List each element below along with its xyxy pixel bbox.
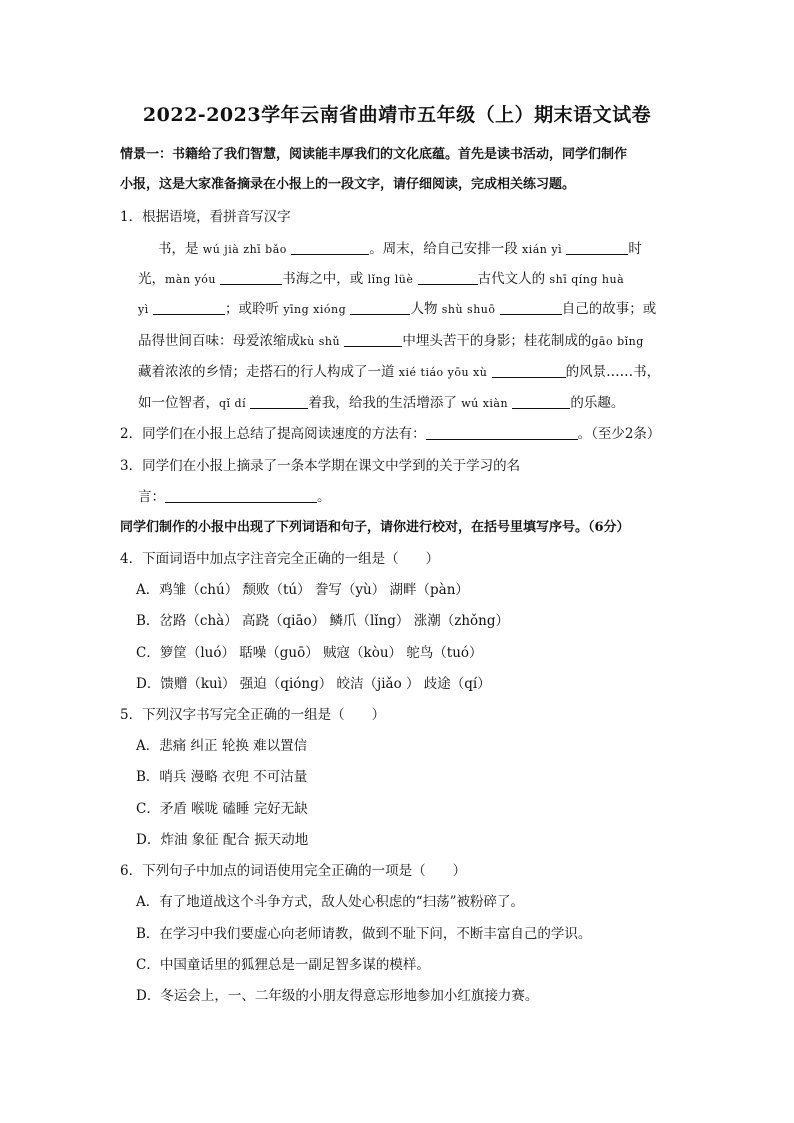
text: 。	[317, 489, 331, 505]
text: 的乐趣。	[570, 395, 625, 411]
question-6-option-b[interactable]: B．在学习中我们要虚心向老师请教，做到不耻下问，不断丰富自己的学识。	[136, 926, 592, 942]
text: 人物	[410, 301, 438, 317]
question-6-option-a[interactable]: A．有了地道战这个斗争方式，敌人处心积虑的“扫荡”被粉碎了。	[136, 894, 525, 910]
answer-blank[interactable]	[418, 270, 478, 285]
pinyin: wú jià zhī bǎo	[202, 243, 287, 256]
text: 时	[628, 241, 642, 257]
text: 古代文人的	[477, 271, 546, 287]
answer-blank[interactable]	[344, 332, 402, 347]
question-4-option-a[interactable]: A．鸡雏（chú） 颓败（tú） 誊写（yù） 湖畔（pàn）	[136, 582, 469, 598]
pinyin: wú xiàn	[461, 397, 509, 410]
scenario-1-line-1: 情景一：书籍给了我们智慧，阅读能丰厚我们的文化底蕴。首先是读书活动，同学们制作	[120, 147, 628, 162]
text: 的风景……书，	[565, 364, 661, 380]
pinyin: kù shǔ	[300, 335, 341, 348]
answer-blank[interactable]	[512, 394, 570, 409]
text: 书，是	[158, 241, 199, 257]
answer-blank[interactable]	[250, 394, 308, 409]
question-4-option-d[interactable]: D．馈赠（kuì） 强迫（qióng） 皎洁（jiǎo ） 歧途（qí）	[136, 676, 491, 692]
text: ；或聆听	[225, 301, 280, 317]
text: 如一位智者，	[138, 395, 219, 411]
pinyin: lǐng lüè	[367, 273, 414, 286]
text: 。（至少2条）	[577, 426, 661, 442]
question-3-line-2	[138, 487, 331, 507]
question-5-option-c[interactable]: C．矛盾 喉咙 磕睡 完好无缺	[136, 801, 308, 817]
exam-title: 2022-2023学年云南省曲靖市五年级（上）期末语文试卷	[142, 104, 652, 126]
text: 3．同学们在小报上摘录了一条本学期在课文中学到的关于学习的名	[120, 458, 521, 474]
text: 中埋头苦干的身影；桂花制成的	[402, 333, 592, 349]
question-1-line-3	[138, 299, 656, 320]
pinyin: gāo bǐng	[591, 335, 644, 348]
question-1-line-1	[158, 239, 642, 260]
question-6-stem: 6．下列句子中加点的词语使用完全正确的一项是（ ）	[120, 863, 467, 879]
question-5-option-d[interactable]: D．炸油 象征 配合 振天动地	[136, 832, 309, 848]
text: 书海之中，或	[282, 271, 364, 287]
scenario-2: 同学们制作的小报中出现了下列词语和句子，请你进行校对，在括号里填写序号。（6分）	[120, 520, 630, 535]
answer-blank[interactable]	[426, 425, 578, 440]
pinyin: shī qíng huà	[549, 273, 625, 286]
question-1-line-5	[138, 362, 660, 383]
text: 品得世间百味：母爱浓缩成	[138, 333, 300, 349]
question-1-line-2	[138, 269, 624, 290]
question-1-stem: 1．根据语境，看拼音写汉字	[120, 209, 291, 225]
pinyin: yīng xióng	[283, 303, 347, 316]
text: 藏着浓浓的乡情；走搭石的行人构成了一道	[138, 364, 395, 380]
answer-blank[interactable]	[500, 300, 562, 315]
answer-blank[interactable]	[165, 488, 317, 503]
scenario-1-line-2: 小报，这是大家准备摘录在小报上的一段文字，请仔细阅读，完成相关练习题。	[120, 177, 576, 192]
answer-blank[interactable]	[350, 300, 410, 315]
question-4-stem: 4．下面词语中加点字注音完全正确的一组是（ ）	[120, 551, 440, 567]
text: 着我，给我的生活增添了	[308, 395, 457, 411]
question-5-option-a[interactable]: A．悲痛 纠正 轮换 难以置信	[136, 738, 308, 754]
answer-blank[interactable]	[492, 363, 566, 378]
question-6-option-c[interactable]: C．中国童话里的狐狸总是一副足智多谋的模样。	[136, 957, 430, 973]
pinyin: xián yì	[522, 243, 563, 256]
pinyin: shù shuō	[441, 303, 496, 316]
pinyin: yì	[138, 303, 149, 316]
question-4-option-b[interactable]: B．岔路（chà） 高跷（qiāo） 鳞爪（lǐng） 涨潮（zhǒng）	[136, 613, 509, 629]
answer-blank[interactable]	[291, 240, 369, 255]
question-2	[120, 424, 660, 444]
question-4-option-c[interactable]: C．箩筐（luó） 聒噪（guō） 贼寇（kòu） 鸵鸟（tuó）	[136, 645, 483, 661]
question-1-line-4	[138, 331, 644, 352]
question-1-line-6	[138, 393, 624, 414]
question-5-option-b[interactable]: B．哨兵 漫略 衣兜 不可沽量	[136, 769, 308, 785]
answer-blank[interactable]	[153, 300, 225, 315]
question-6-option-d[interactable]: D．冬运会上，一、二年级的小朋友得意忘形地参加小红旗接力赛。	[136, 988, 539, 1004]
answer-blank[interactable]	[220, 270, 282, 285]
text: 。周末，给自己安排一段	[369, 241, 518, 257]
question-3-line-1	[120, 456, 676, 476]
text: 言：	[138, 489, 165, 505]
question-5-stem: 5．下列汉字书写完全正确的一组是（ ）	[120, 707, 386, 723]
answer-blank[interactable]	[566, 240, 628, 255]
pinyin: màn yóu	[165, 273, 216, 286]
text: 光，	[138, 271, 165, 287]
text: 2．同学们在小报上总结了提高阅读速度的方法有：	[120, 426, 426, 442]
text: 自己的故事；或	[561, 301, 657, 317]
pinyin: qǐ dí	[219, 397, 247, 410]
pinyin: xié tiáo yōu xù	[398, 366, 488, 379]
